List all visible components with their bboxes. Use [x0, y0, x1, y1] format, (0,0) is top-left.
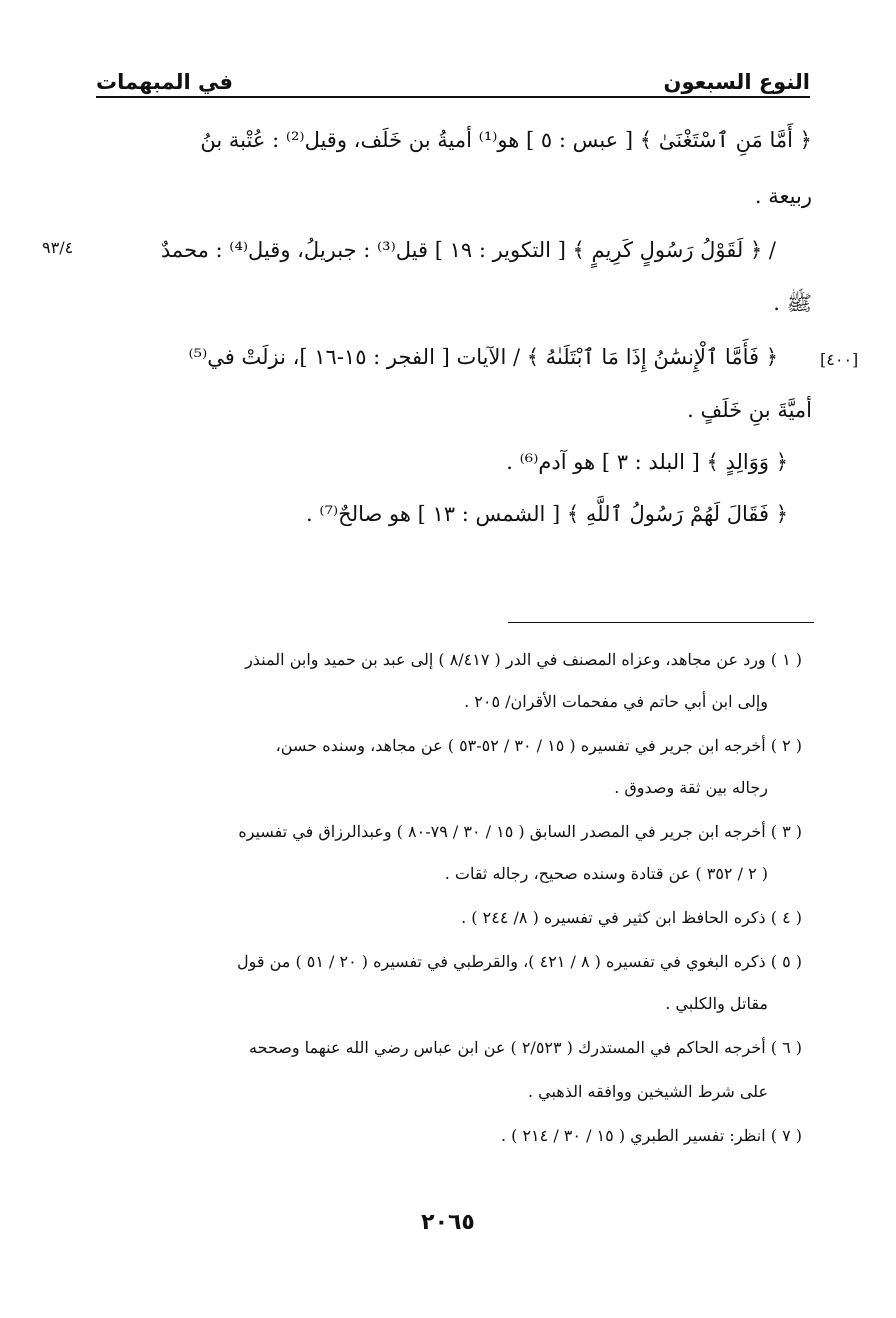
footnote-line: ( ٤ ) ذكره الحافظ ابن كثير في تفسيره ( ٨/ ٢٤٤ ) . — [461, 908, 802, 927]
body-line: ﴿ فَأَمَّا ٱلْإِنسَٰنُ إِذَا مَا ٱبْتَلَىٰهُ ﴾ / الآيات [ الفجر : ١٥-١٦ ]، نزلَتْ في⁽⁵⁾ — [188, 345, 778, 369]
page-number: ٢٠٦٥ — [421, 1210, 475, 1235]
footnote-line: رجاله بين ثقة وصدوق . — [614, 778, 768, 797]
section-title: في المبهمات — [96, 70, 233, 94]
footnote-line: ( ٦ ) أخرجه الحاكم في المستدرك ( ٢/٥٢٣ ) عن ابن عباس رضي الله عنهما وصححه — [249, 1038, 802, 1057]
footnote-line: ( ٣ ) أخرجه ابن جرير في المصدر السابق ( ١٥ / ٣٠ / ٧٩-٨٠ ) وعبدالرزاق في تفسيره — [238, 822, 802, 841]
footnote-line: على شرط الشيخين ووافقه الذهبي . — [527, 1082, 768, 1101]
margin-reference-volume: ٩٣/٤ — [42, 238, 74, 257]
footnote-line: ( ٥ ) ذكره البغوي في تفسيره ( ٨ / ٤٢١ )، والقرطبي في تفسيره ( ٢٠ / ٥١ ) من قول — [236, 952, 802, 971]
footnote-line: وإلى ابن أبي حاتم في مفحمات الأقران/ ٢٠٥ . — [464, 692, 768, 711]
header-divider — [96, 96, 810, 98]
body-line: ﷺ . — [773, 291, 812, 315]
footnote-line: ( ٢ ) أخرجه ابن جرير في تفسيره ( ١٥ / ٣٠ / ٥٢-٥٣ ) عن مجاهد، وسنده حسن، — [275, 736, 802, 755]
body-line: ربيعة . — [754, 184, 812, 208]
margin-reference-page: [٤٠٠] — [820, 350, 859, 369]
footnote-line: ( ٢ / ٣٥٢ ) عن قتادة وسنده صحيح، رجاله ثقات . — [444, 864, 768, 883]
footnote-divider — [508, 622, 814, 623]
body-line: أميَّةَ بنِ خَلَفٍ . — [687, 398, 812, 422]
body-line: ﴿ فَقَالَ لَهُمْ رَسُولُ ٱللَّهِ ﴾ [ الشمس : ١٣ ] هو صالحٌ⁽⁷⁾ . — [306, 502, 788, 526]
chapter-title: النوع السبعون — [663, 70, 810, 94]
footnote-line: ( ٧ ) انظر: تفسير الطبري ( ١٥ / ٣٠ / ٢١٤ ) . — [500, 1126, 802, 1145]
body-line: ﴿ أَمَّا مَنِ ٱسْتَغْنَىٰ ﴾ [ عبس : ٥ ] هو⁽¹⁾ أميةُ بن خَلَف، وقيل⁽²⁾ : عُتْبة بنُ — [200, 128, 812, 152]
body-line: ﴿ وَوَالِدٍ ﴾ [ البلد : ٣ ] هو آدم⁽⁶⁾ . — [506, 450, 788, 474]
body-line: / ﴿ لَقَوْلُ رَسُولٍ كَرِيمٍ ﴾ [ التكوير : ١٩ ] قيل⁽³⁾ : جبريلُ، وقيل⁽⁴⁾ : محمدٌ — [160, 238, 776, 262]
running-header — [96, 50, 810, 94]
footnote-line: مقاتل والكلبي . — [665, 994, 768, 1013]
footnote-line: ( ١ ) ورد عن مجاهد، وعزاه المصنف في الدر ( ٨/٤١٧ ) إلى عبد بن حميد وابن المنذر — [245, 650, 802, 669]
